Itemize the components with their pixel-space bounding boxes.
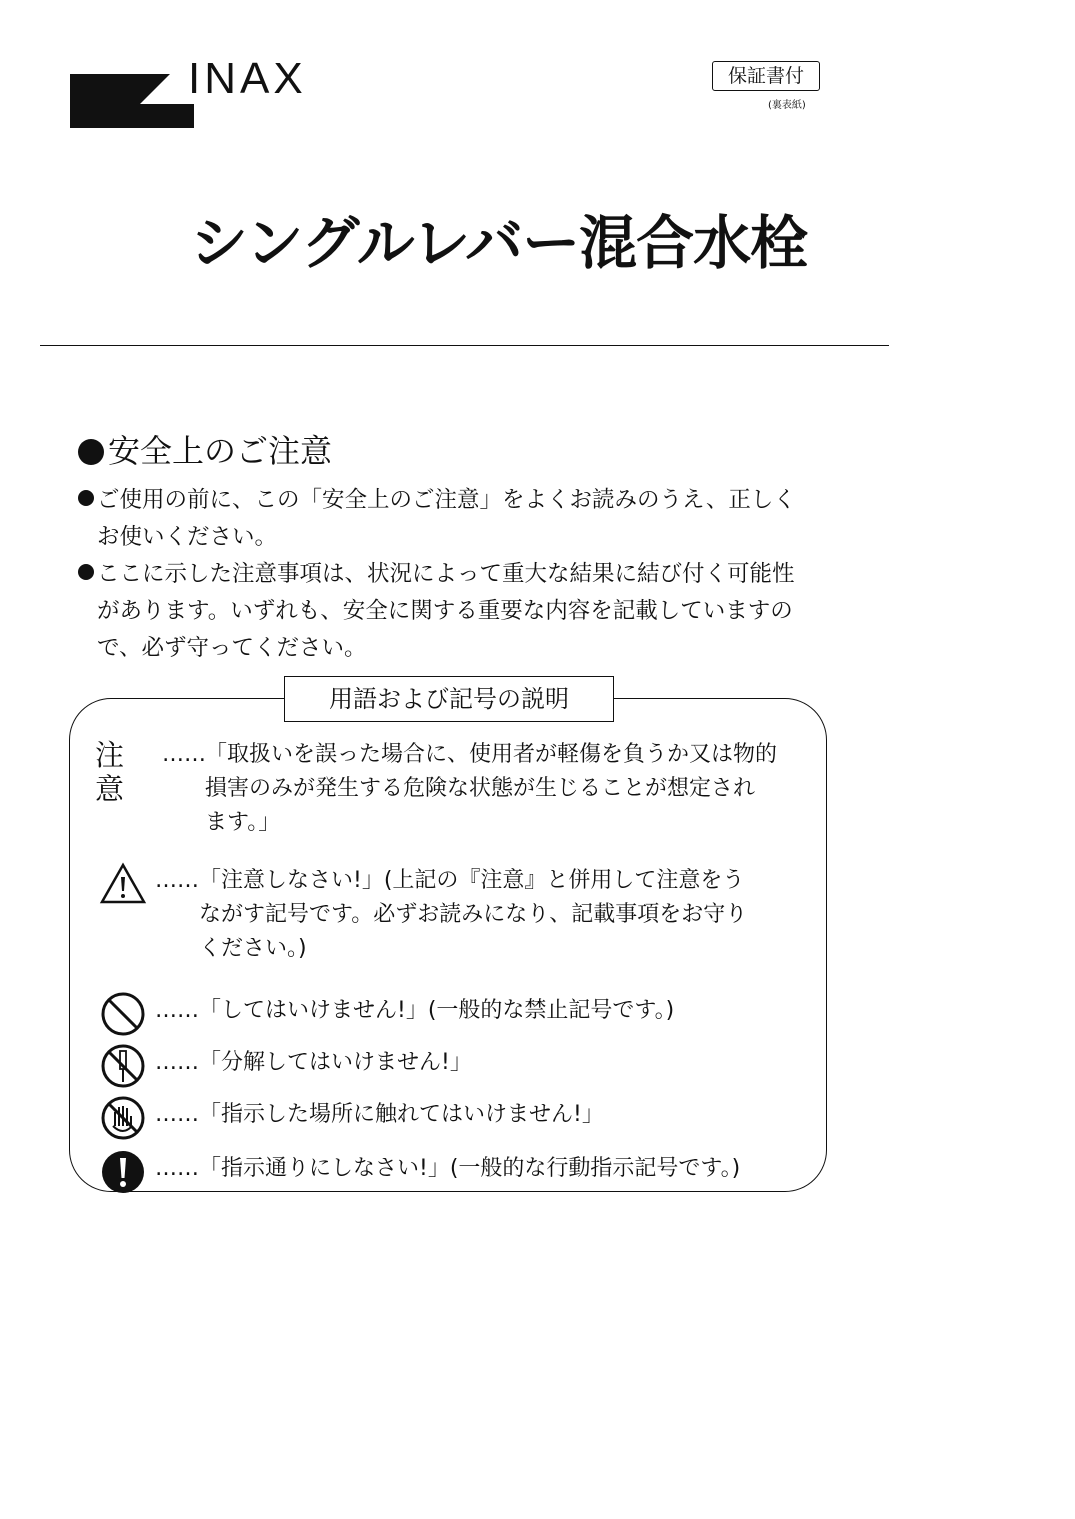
- legend-title: 用語および記号の説明: [284, 676, 614, 722]
- warranty-note: (裏表紙): [768, 100, 806, 111]
- inax-logo-mark: [70, 66, 194, 128]
- safety-paragraph-1: ご使用の前に、この「安全上のご注意」をよくお読みのうえ、正しく お使いください。: [78, 482, 848, 556]
- caution-term: 注意: [95, 738, 125, 806]
- bullet-icon: [78, 490, 94, 506]
- safety-heading: 安全上のご注意: [78, 426, 332, 472]
- page-title: シングルレバー混合水栓: [190, 209, 808, 277]
- prohibition-icon: [99, 990, 147, 1038]
- title-divider: [40, 345, 889, 346]
- brand-logo-text: INAX: [188, 54, 307, 103]
- no-touch-icon: [99, 1094, 147, 1142]
- warranty-badge: 保証書付: [712, 61, 820, 91]
- mandatory-action-icon: [99, 1148, 147, 1196]
- bullet-icon: [78, 439, 104, 465]
- no-disassembly-icon: [99, 1042, 147, 1090]
- bullet-icon: [78, 564, 94, 580]
- safety-paragraph-2: ここに示した注意事項は、状況によって重大な結果に結び付く可能性 があります。いずれも、安全に関する重要な内容を記載していますの で、必ず守ってください。: [78, 556, 848, 667]
- warning-triangle-icon: [99, 860, 147, 908]
